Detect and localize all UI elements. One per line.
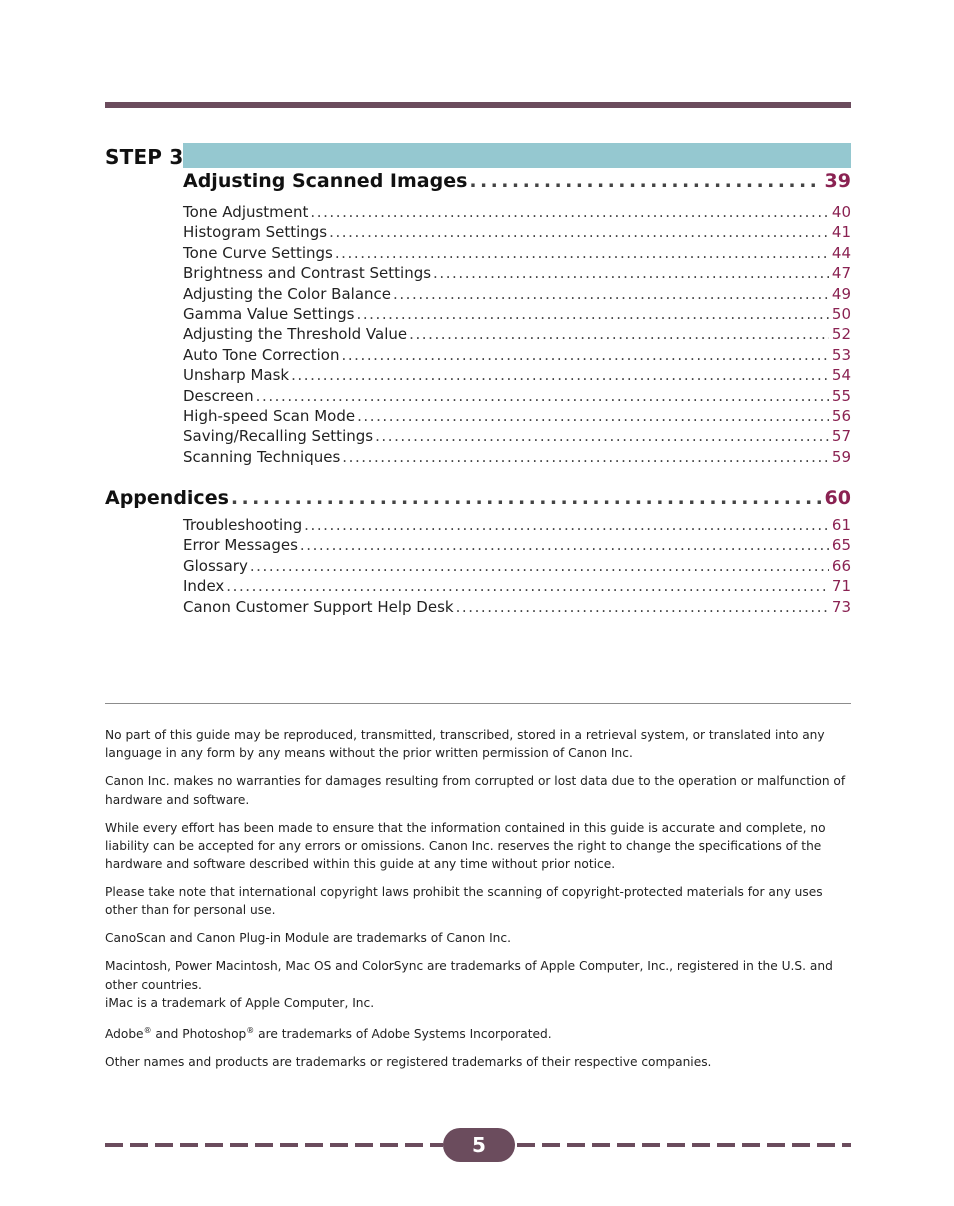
toc-heading-label: Adjusting Scanned Images — [183, 170, 468, 192]
toc-section-appendices — [105, 487, 851, 617]
leader-dots — [231, 487, 822, 509]
toc-item-page: 44 — [831, 243, 851, 262]
toc-item-label: Tone Adjustment — [183, 203, 309, 221]
toc-item-label: Troubleshooting — [183, 516, 303, 534]
leader-dots — [357, 406, 829, 426]
legal-paragraph — [105, 1022, 855, 1043]
toc-item-page: 57 — [831, 427, 851, 446]
legal-paragraph: No part of this guide may be reproduced, transmitted, transcribed, stored in a retrieval system, or translated into any language in any form by any means without the prior written permission of Canon Inc. — [105, 728, 825, 761]
legal-paragraph: While every effort has been made to ensure that the information contained in this guide is accurate and complete, no liability can be accepted for any errors or omissions. Canon Inc. reserves the right to change the specifications of the hardware and software described within this guide at any time without prior notice. — [105, 820, 826, 872]
toc-item-page: 55 — [831, 386, 851, 405]
leader-dots — [250, 556, 829, 576]
leader-dots — [375, 426, 829, 446]
toc-item-page: 41 — [831, 223, 851, 242]
toc-item-label: Auto Tone Correction — [183, 345, 340, 364]
toc-item-page: 73 — [831, 597, 851, 616]
leader-dots — [342, 345, 829, 365]
toc-item-label: Glossary — [183, 556, 248, 575]
leader-dots — [291, 365, 829, 385]
leader-dots — [329, 222, 829, 242]
leader-dots — [393, 284, 829, 304]
page-number: 5 — [443, 1128, 515, 1162]
toc-item[interactable] — [183, 426, 851, 446]
toc-item-page: 40 — [831, 203, 851, 221]
toc-item-page: 50 — [831, 304, 851, 323]
toc-item[interactable] — [183, 515, 851, 535]
toc-item[interactable] — [183, 222, 851, 242]
toc-item-page: 47 — [831, 264, 851, 283]
leader-dots — [456, 597, 829, 617]
toc-list — [183, 202, 851, 467]
toc-item-label: Adjusting the Threshold Value — [183, 325, 408, 344]
toc-item[interactable] — [183, 243, 851, 263]
toc-item-label: Error Messages — [183, 536, 298, 555]
toc-item-label: Canon Customer Support Help Desk — [183, 597, 454, 616]
toc-item[interactable] — [183, 597, 851, 617]
toc-item[interactable] — [183, 284, 851, 304]
toc-item-page: 65 — [831, 536, 851, 555]
legal-line: iMac is a trademark of Apple Computer, Inc. — [105, 996, 375, 1010]
toc-item[interactable] — [183, 576, 851, 596]
toc-item-page: 54 — [831, 366, 851, 385]
toc-item-page: 59 — [831, 447, 851, 466]
legal-line: Macintosh, Power Macintosh, Mac OS and ColorSync are trademarks of Apple Computer, Inc., registered in the U.S. and other countries. — [105, 959, 833, 992]
toc-item-label: Brightness and Contrast Settings — [183, 264, 432, 283]
legal-paragraph — [105, 957, 855, 1012]
toc-item[interactable] — [183, 556, 851, 576]
legal-text: and Photoshop — [151, 1027, 247, 1042]
legal-paragraph: Canon Inc. makes no warranties for damages resulting from corrupted or lost data due to the operation or malfunction of hardware and software. — [105, 774, 846, 807]
toc-item[interactable] — [183, 386, 851, 406]
legal-text: are trademarks of Adobe Systems Incorporated. — [254, 1027, 552, 1042]
leader-dots — [469, 170, 821, 192]
toc-item-label: High-speed Scan Mode — [183, 406, 356, 425]
footer-dashed-rule — [517, 1143, 851, 1147]
toc-item-page: 56 — [831, 406, 851, 425]
section-divider — [105, 703, 851, 704]
page-footer — [105, 1128, 851, 1162]
legal-paragraph: Other names and products are trademarks or registered trademarks of their respective companies. — [105, 1055, 712, 1070]
leader-dots — [335, 243, 829, 263]
toc-item[interactable] — [183, 345, 851, 365]
toc-list — [183, 515, 851, 617]
legal-notices — [105, 726, 855, 1081]
toc-item[interactable] — [183, 202, 851, 222]
toc-item-page: 71 — [831, 577, 851, 596]
leader-dots — [300, 535, 829, 555]
toc-item-page: 53 — [831, 345, 851, 364]
toc-item[interactable] — [183, 304, 851, 324]
toc-item-page: 52 — [831, 325, 851, 344]
toc-item-page: 66 — [831, 556, 851, 575]
leader-dots — [342, 447, 829, 467]
toc-item-label: Index — [183, 577, 225, 596]
leader-dots — [356, 304, 828, 324]
toc-item[interactable] — [183, 324, 851, 344]
footer-dashed-rule — [105, 1143, 443, 1147]
legal-text: Adobe — [105, 1027, 144, 1042]
toc-item[interactable] — [183, 365, 851, 385]
toc-heading[interactable] — [183, 170, 851, 198]
toc-section-adjusting — [183, 170, 851, 467]
toc-item[interactable] — [183, 263, 851, 283]
toc-heading-page: 39 — [824, 170, 851, 192]
leader-dots — [433, 263, 829, 283]
toc-item-label: Tone Curve Settings — [183, 243, 333, 262]
toc-item[interactable] — [183, 447, 851, 467]
toc-item-page: 49 — [831, 284, 851, 303]
top-rule — [105, 102, 851, 108]
toc-heading-label: Appendices — [105, 487, 229, 509]
step-label: STEP 3 — [105, 145, 184, 169]
registered-mark: ® — [143, 1025, 152, 1035]
toc-heading-page: 60 — [824, 487, 851, 509]
step-bar — [183, 143, 851, 168]
leader-dots — [226, 576, 829, 596]
toc-item-label: Unsharp Mask — [183, 366, 290, 385]
toc-item-label: Histogram Settings — [183, 223, 328, 242]
leader-dots — [304, 515, 829, 535]
toc-item[interactable] — [183, 535, 851, 555]
leader-dots — [256, 386, 829, 406]
toc-item[interactable] — [183, 406, 851, 426]
toc-item-label: Scanning Techniques — [183, 447, 341, 466]
toc-item-page: 61 — [831, 516, 851, 534]
legal-paragraph: Please take note that international copyright laws prohibit the scanning of copyright-protected materials for any uses other than for personal use. — [105, 885, 823, 918]
toc-item-label: Gamma Value Settings — [183, 304, 355, 323]
leader-dots — [310, 202, 828, 222]
toc-heading[interactable] — [105, 487, 851, 515]
toc-item-label: Adjusting the Color Balance — [183, 284, 391, 303]
toc-item-label: Descreen — [183, 386, 254, 405]
leader-dots — [409, 324, 829, 344]
toc-item-label: Saving/Recalling Settings — [183, 427, 374, 446]
registered-mark: ® — [246, 1025, 255, 1035]
legal-paragraph: CanoScan and Canon Plug-in Module are trademarks of Canon Inc. — [105, 931, 511, 946]
